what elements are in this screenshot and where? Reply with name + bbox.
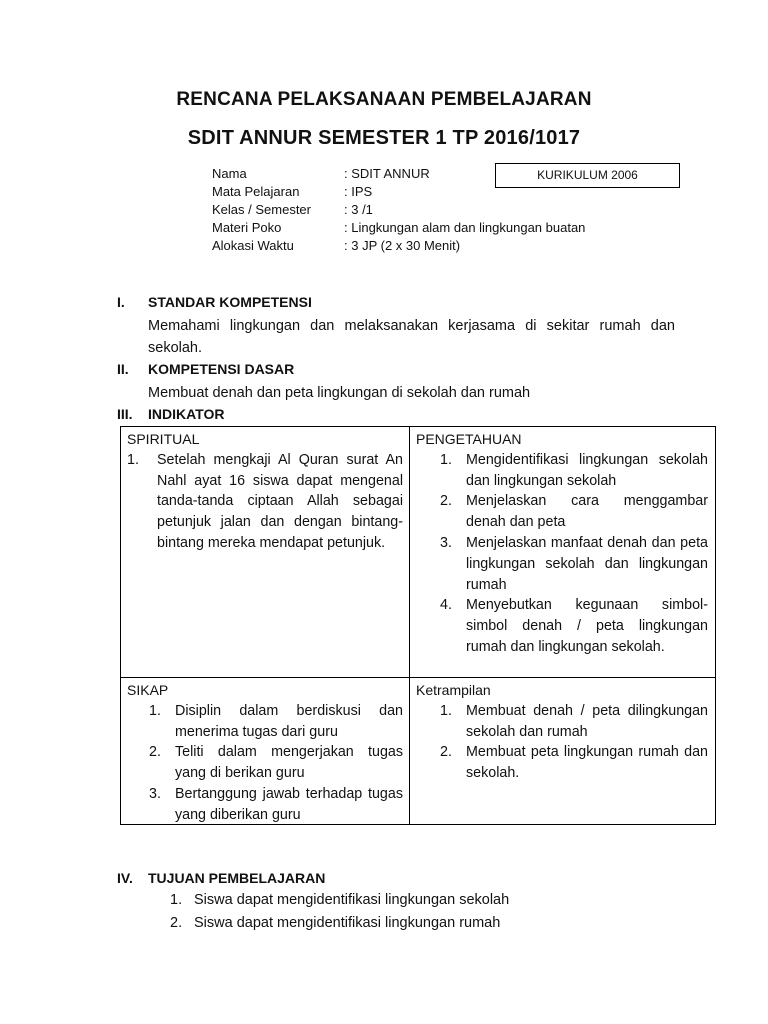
cell-spiritual — [127, 429, 403, 554]
identity-value: : 3 JP (2 x 30 Menit) — [344, 238, 461, 253]
identity-value: : SDIT ANNUR — [344, 166, 430, 181]
list-text: Membuat denah / peta dilingkungan sekolah dan rumah — [466, 702, 708, 740]
sikap-list — [149, 701, 403, 826]
cell-heading: SIKAP — [127, 682, 169, 698]
list-item — [127, 450, 403, 554]
identity-value: : Lingkungan alam dan lingkungan buatan — [344, 220, 586, 235]
list-item — [440, 701, 708, 743]
cell-ketrampilan — [416, 680, 708, 784]
list-text: Siswa dapat mengidentifikasi lingkungan rumah — [194, 915, 501, 931]
table-divider — [409, 427, 410, 824]
pengetahuan-list — [440, 450, 708, 658]
section-number: II. — [117, 361, 129, 377]
section-title: TUJUAN PEMBELAJARAN — [148, 870, 326, 886]
list-item — [149, 701, 403, 743]
cell-heading: Ketrampilan — [416, 682, 491, 698]
cell-pengetahuan — [416, 429, 708, 658]
spiritual-list — [127, 450, 403, 554]
list-text: Siswa dapat mengidentifikasi lingkungan sekolah — [194, 892, 510, 908]
identity-label: Nama — [212, 166, 247, 181]
list-number: 3. — [440, 534, 452, 551]
tujuan-list — [170, 889, 509, 935]
document-title: RENCANA PELAKSANAAN PEMBELAJARAN — [176, 89, 592, 110]
identity-value: : IPS — [344, 184, 373, 199]
section-number: IV. — [117, 870, 133, 886]
list-number: 1. — [170, 892, 183, 908]
section-title: KOMPETENSI DASAR — [148, 361, 295, 377]
section-title: STANDAR KOMPETENSI — [148, 294, 312, 310]
section-number: I. — [117, 294, 125, 310]
list-item — [440, 491, 708, 533]
list-number: 2. — [440, 493, 452, 510]
list-text: Bertanggung jawab terhadap tugas yang diberikan guru — [175, 785, 403, 823]
section-body-kompetensi-dasar: Membuat denah dan peta lingkungan di sekolah dan rumah — [148, 385, 531, 401]
list-number: 2. — [440, 744, 452, 761]
list-item — [440, 450, 708, 492]
list-number: 1. — [440, 702, 452, 719]
list-number: 1. — [440, 451, 452, 468]
section-heading-kompetensi-dasar — [117, 361, 294, 377]
identity-row — [212, 201, 585, 219]
list-item — [440, 533, 708, 595]
list-text: Menyebutkan kegunaan simbol-simbol denah / peta lingkungan rumah dan lingkungan sekolah. — [466, 597, 708, 655]
list-number: 2. — [170, 915, 183, 931]
section-body-standar-kompetensi: Memahami lingkungan dan melaksanakan kerjasama di sekitar rumah dan sekolah. — [148, 318, 675, 356]
identity-label: Materi Poko — [212, 220, 282, 235]
list-text: Membuat peta lingkungan rumah dan sekolah. — [466, 744, 708, 782]
list-number: 1. — [127, 451, 139, 468]
section-heading-standar-kompetensi — [117, 294, 312, 310]
document-subtitle: SDIT ANNUR SEMESTER 1 TP 2016/1017 — [187, 127, 581, 149]
identity-label: Alokasi Waktu — [212, 238, 294, 253]
section-number: III. — [117, 406, 133, 422]
ketrampilan-list — [440, 701, 708, 784]
section-heading-indikator — [117, 406, 224, 422]
identity-row — [212, 237, 585, 255]
list-number: 1. — [149, 702, 161, 719]
cell-sikap — [127, 680, 403, 826]
list-text: Menjelaskan manfaat denah dan peta lingkungan sekolah dan lingkungan rumah — [466, 534, 708, 593]
identity-label: Kelas / Semester — [212, 202, 311, 217]
table-divider — [121, 677, 715, 678]
list-number: 4. — [440, 597, 452, 614]
list-item — [149, 742, 403, 784]
indikator-table — [120, 426, 716, 825]
section-heading-tujuan-pembelajaran — [117, 870, 325, 886]
identity-label: Mata Pelajaran — [212, 184, 300, 199]
list-text: Teliti dalam mengerjakan tugas yang di berikan guru — [175, 744, 403, 782]
list-text: Menjelaskan cara menggambar denah dan peta — [466, 493, 708, 531]
list-number: 2. — [149, 744, 161, 761]
list-text: Disiplin dalam berdiskusi dan menerima tugas dari guru — [175, 702, 403, 740]
identity-row — [212, 219, 585, 237]
cell-heading: SPIRITUAL — [127, 431, 200, 447]
kurikulum-box: KURIKULUM 2006 — [495, 163, 680, 188]
list-item — [440, 742, 708, 784]
section-title: INDIKATOR — [148, 406, 225, 422]
list-text: Mengidentifikasi lingkungan sekolah dan lingkungan sekolah — [466, 451, 708, 489]
list-item — [149, 784, 403, 826]
list-text: Setelah mengkaji Al Quran surat An Nahl ayat 16 siswa dapat mengenal tanda-tanda ciptaan Allah sebagai petunjuk jalan dan dengan bintang-bintang mereka mendapat petunjuk. — [157, 451, 403, 551]
list-number: 3. — [149, 785, 161, 802]
list-item — [440, 595, 708, 657]
cell-heading: PENGETAHUAN — [416, 431, 522, 447]
list-item — [170, 889, 509, 912]
list-item — [170, 912, 509, 935]
identity-value: : 3 /1 — [344, 202, 373, 217]
